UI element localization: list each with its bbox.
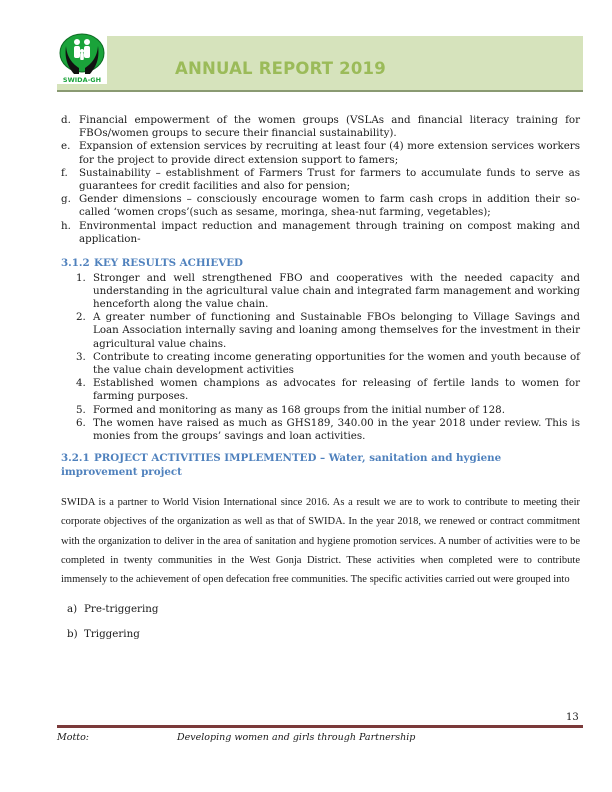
list-item [76, 351, 580, 377]
list-item [61, 114, 580, 140]
list-item-text: Formed and monitoring as many as 168 groups from the initial number of 128. [93, 403, 506, 416]
list-item-text: Financial empowerment of the women groups (VSLAs and financial literacy training for FBOs/women groups to secure their financial sustainability). [79, 114, 580, 140]
list-marker: 4. [76, 377, 86, 390]
list-marker: a) [67, 603, 78, 616]
list-item [76, 404, 580, 417]
motto-text: Developing women and girls through Partnership [177, 732, 416, 743]
key-results-list [61, 272, 580, 444]
list-item-text: Established women champions as advocates for releasing of fertile lands to women for farming purposes. [93, 377, 580, 403]
list-marker: 3. [76, 350, 86, 363]
list-marker: b) [67, 628, 78, 641]
list-item [76, 377, 580, 403]
footer-divider [57, 725, 583, 728]
list-item-text: Triggering [84, 628, 140, 641]
list-marker: 6. [76, 416, 86, 429]
list-marker: e. [61, 140, 71, 153]
section-heading-key-results [61, 257, 580, 271]
list-item [61, 167, 580, 193]
page-content [61, 114, 580, 653]
motto-label: Motto: [57, 732, 90, 743]
logo-icon [57, 32, 107, 84]
objectives-list [61, 114, 580, 246]
section-number: 3.2.1 [61, 452, 90, 465]
list-item-text: Expansion of extension services by recruiting at least four (4) more extension services workers for the project to provide direct extension support to famers; [79, 140, 580, 166]
svg-text:SWIDA-GH: SWIDA-GH [62, 76, 102, 84]
list-item-text: Stronger and well strengthened FBO and cooperatives with the needed capacity and understanding in the agricultural value chain and integrated farm management and working henceforth along the value chain. [93, 271, 580, 310]
list-item [76, 311, 580, 351]
swida-logo [57, 32, 107, 84]
list-item [61, 140, 580, 166]
list-item-text: The women have raised as much as GHS189, 340.00 in the year 2018 under review. This is monies from the groups’ savings and loan activities. [93, 416, 580, 442]
list-marker: h. [61, 219, 71, 232]
list-marker: 5. [76, 403, 86, 416]
list-item-text: Sustainability – establishment of Farmers Trust for farmers to accumulate funds to serve as guarantees for credit facilities and also for pension; [79, 166, 580, 193]
list-marker: d. [61, 114, 71, 126]
section-title: PROJECT ACTIVITIES IMPLEMENTED – Water, sanitation and hygiene improvement project [61, 452, 502, 478]
list-item [76, 417, 580, 443]
list-item [61, 193, 580, 219]
list-item-text: Pre-triggering [84, 603, 159, 616]
section-number: 3.1.2 [61, 257, 90, 270]
page-number: 13 [566, 712, 579, 723]
list-item-text: A greater number of functioning and Sustainable FBOs belonging to Village Savings and Loan Association internally saving and loaning among themselves for the investment in their agricultural value chains. [93, 311, 580, 350]
list-item-text: Environmental impact reduction and management through training on compost making and application- [79, 219, 580, 245]
section-title: KEY RESULTS ACHIEVED [94, 257, 243, 270]
list-marker: 1. [76, 271, 86, 284]
body-paragraph: SWIDA is a partner to World Vision International since 2016. As a result we are to work to contribute to meeting their corporate objectives of the organization as well as that of SWIDA. In the year 2018, we renewed or contract commitment with the organization to deliver in the area of sanitation and hygiene promotion services. A number of activities were to be completed in twenty communities in the West Gonja District. These activities when completed were to contribute immensely to the achievement of open defecation free communities. The specific activities carried out were grouped into [61, 497, 580, 585]
list-marker: f. [61, 166, 68, 179]
activity-groups-list [61, 603, 580, 641]
list-item [76, 272, 580, 312]
list-item [61, 220, 580, 246]
list-item-text: Contribute to creating income generating opportunities for the women and youth because of the value chain development activities [93, 350, 580, 376]
list-marker: g. [61, 193, 71, 206]
list-item-text: Gender dimensions – consciously encourage women to farm cash crops in addition their so-called ‘women crops’(such as sesame, moringa, shea-nut farming, vegetables); [79, 193, 580, 219]
section-heading-project-activities [61, 452, 580, 479]
list-item [67, 603, 580, 616]
list-item [67, 628, 580, 641]
report-title: ANNUAL REPORT 2019 [175, 59, 386, 78]
list-marker: 2. [76, 311, 86, 324]
